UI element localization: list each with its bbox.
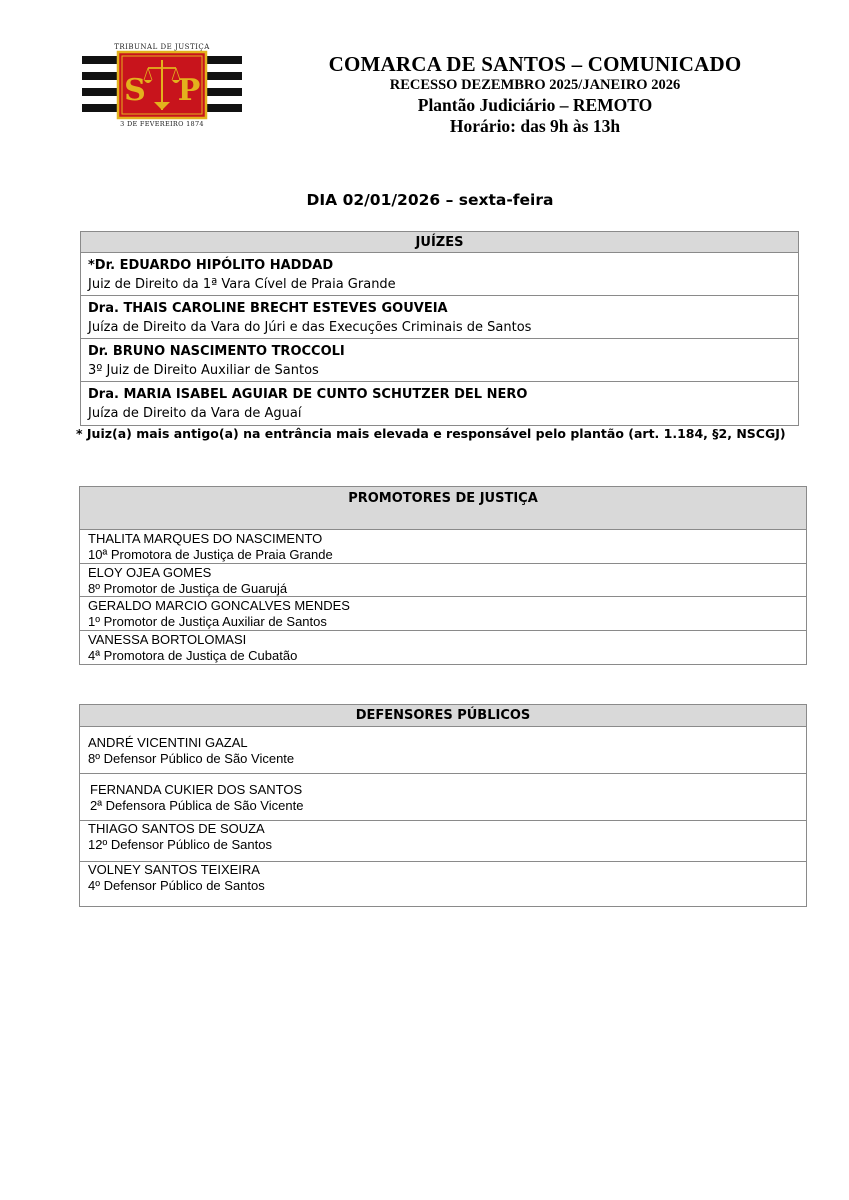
promotor-role: 10ª Promotora de Justiça de Praia Grande [88, 547, 333, 562]
header-plantao: Plantão Judiciário – REMOTO [417, 95, 653, 115]
header-title: COMARCA DE SANTOS – COMUNICADO [328, 52, 742, 76]
promotores-table-header: PROMOTORES DE JUSTIÇA [80, 487, 806, 530]
table-row [81, 253, 798, 296]
day-title: DIA 02/01/2026 – sexta-feira [306, 191, 554, 209]
defensor-name: THIAGO SANTOS DE SOUZA [88, 821, 265, 836]
seal-caption-bottom: 3 DE FEVEREIRO 1874 [120, 120, 204, 128]
juiz-role: Juíza de Direito da Vara do Júri e das Execuções Criminais de Santos [88, 320, 532, 335]
juiz-role: Juíza de Direito da Vara de Aguaí [88, 406, 302, 421]
defensor-role: 2ª Defensora Pública de São Vicente [90, 798, 304, 813]
juiz-name: Dra. THAIS CAROLINE BRECHT ESTEVES GOUVEIA [88, 301, 448, 316]
document-header [290, 52, 780, 137]
promotor-role: 4ª Promotora de Justiça de Cubatão [88, 647, 298, 663]
defensor-name: ANDRÉ VICENTINI GAZAL [88, 735, 248, 750]
juiz-role: Juiz de Direito da 1ª Vara Cível de Praia Grande [88, 277, 396, 292]
promotor-name: ELOY OJEA GOMES [88, 564, 212, 580]
promotor-role: 1º Promotor de Justiça Auxiliar de Santos [88, 614, 327, 629]
juizes-table [80, 231, 799, 426]
header-horario: Horário: das 9h às 13h [449, 116, 621, 136]
defensor-role: 8º Defensor Público de São Vicente [88, 751, 295, 766]
table-row [80, 597, 806, 631]
tribunal-de-justica-seal [82, 42, 242, 160]
juizes-footnote: * Juiz(a) mais antigo(a) na entrância mais elevada e responsável pelo plantão (art. 1.184, §2, NSCGJ) [76, 426, 786, 441]
defensores-table [79, 704, 807, 907]
promotor-name: THALITA MARQUES DO NASCIMENTO [88, 531, 323, 546]
defensor-role: 4º Defensor Público de Santos [88, 878, 265, 893]
table-row [80, 862, 806, 906]
seal-letter-p: P [177, 73, 201, 108]
table-row [80, 821, 806, 862]
promotores-table [79, 486, 807, 665]
table-row [80, 631, 806, 665]
table-row [80, 530, 806, 564]
table-row [81, 382, 798, 425]
table-row [81, 296, 798, 339]
defensor-role: 12º Defensor Público de Santos [88, 837, 272, 852]
defensor-name: VOLNEY SANTOS TEIXEIRA [88, 862, 260, 877]
defensores-table-header: DEFENSORES PÚBLICOS [80, 705, 806, 727]
table-row [81, 339, 798, 382]
defensor-name: FERNANDA CUKIER DOS SANTOS [90, 782, 303, 797]
header-subtitle: RECESSO DEZEMBRO 2025/JANEIRO 2026 [389, 77, 681, 93]
promotor-role: 8º Promotor de Justiça de Guarujá [88, 580, 288, 596]
promotor-name: GERALDO MARCIO GONCALVES MENDES [88, 598, 350, 613]
juizes-table-header: JUÍZES [81, 232, 798, 253]
table-row [80, 564, 806, 598]
table-row [80, 727, 806, 774]
seal-caption-top: TRIBUNAL DE JUSTIÇA [114, 43, 210, 51]
table-row [80, 774, 806, 821]
juiz-role: 3º Juiz de Direito Auxiliar de Santos [88, 363, 319, 378]
juiz-name: *Dr. EDUARDO HIPÓLITO HADDAD [88, 258, 334, 273]
seal-letter-s: S [124, 73, 146, 108]
juiz-name: Dra. MARIA ISABEL AGUIAR DE CUNTO SCHUTZER DEL NERO [88, 387, 528, 402]
juiz-name: Dr. BRUNO NASCIMENTO TROCCOLI [88, 344, 345, 359]
promotor-name: VANESSA BORTOLOMASI [88, 631, 247, 647]
